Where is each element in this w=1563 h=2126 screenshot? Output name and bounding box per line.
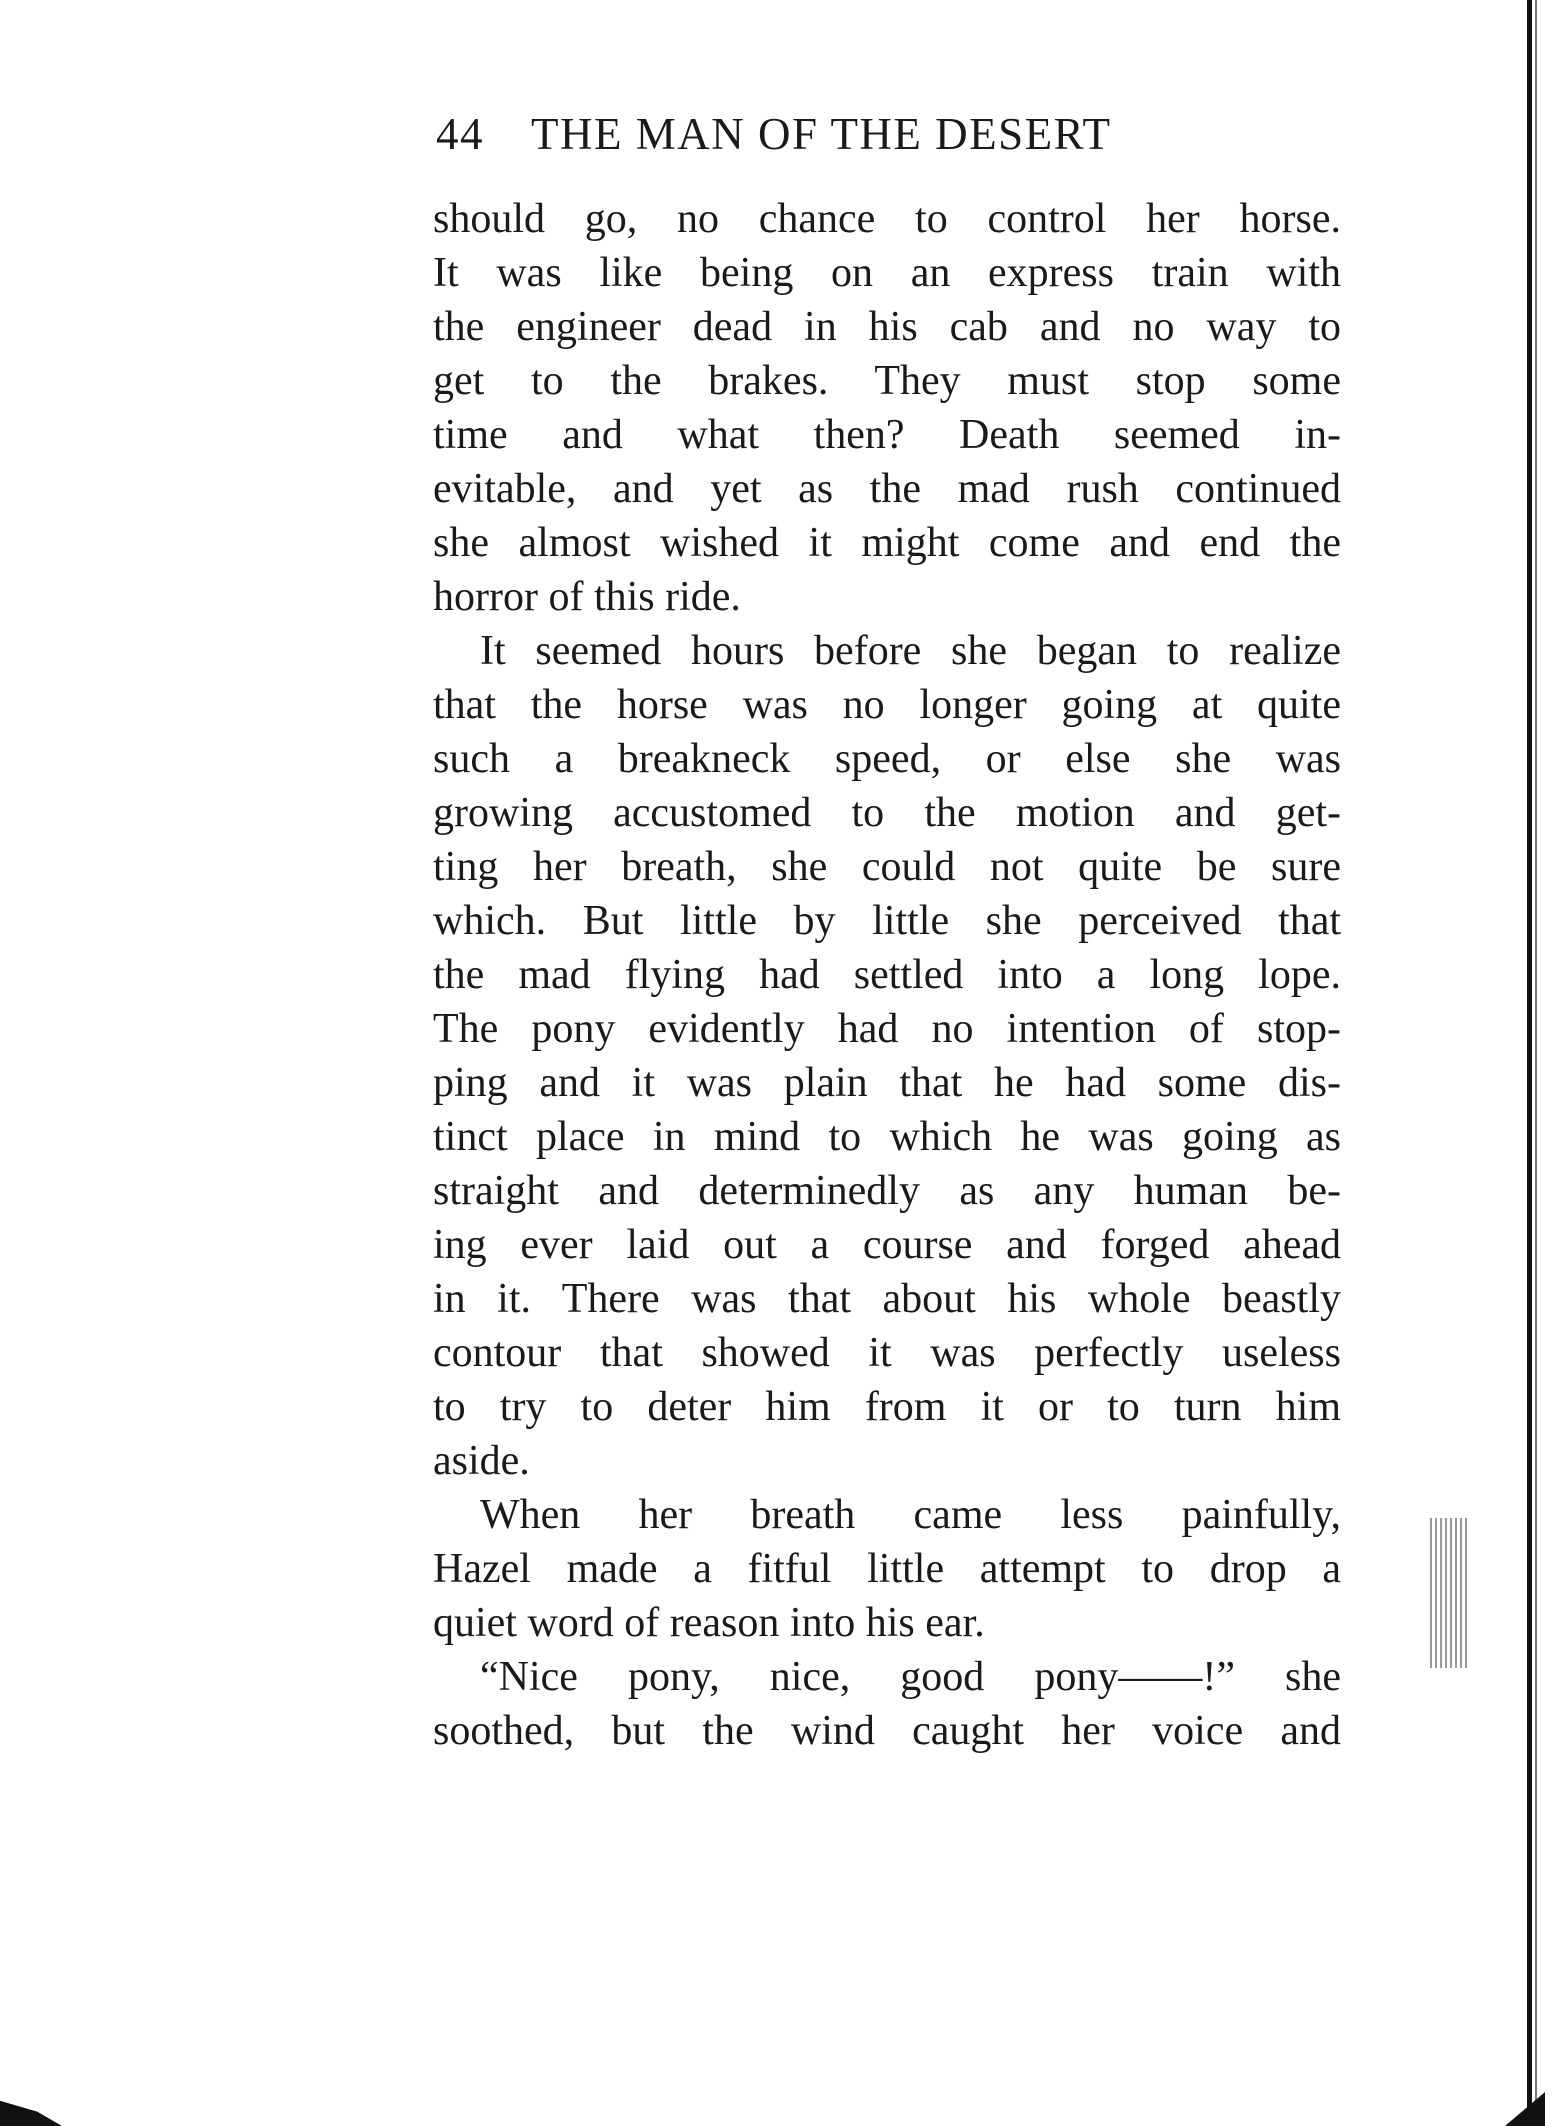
text-line: When her breath came less painfully, [480, 1492, 1341, 1538]
text-line: which. But little by little she perceived that [433, 898, 1341, 944]
text-line: contour that showed it was perfectly useless [433, 1330, 1341, 1376]
text-line: “Nice pony, nice, good pony——!” she [480, 1654, 1341, 1700]
text-line: ing ever laid out a course and forged ahead [433, 1222, 1341, 1268]
text-line: quiet word of reason into his ear. [433, 1600, 985, 1646]
text-line: straight and determinedly as any human be- [433, 1168, 1341, 1214]
text-line: ping and it was plain that he had some dis- [433, 1060, 1341, 1106]
page-edge-line [1535, 0, 1537, 2126]
text-line: that the horse was no longer going at quite [433, 682, 1341, 728]
corner-smudge [0, 2090, 62, 2126]
text-line: time and what then? Death seemed in- [433, 412, 1341, 458]
text-line: get to the brakes. They must stop some [433, 358, 1341, 404]
text-line: such a breakneck speed, or else she was [433, 736, 1341, 782]
text-line: ting her breath, she could not quite be sure [433, 844, 1341, 890]
text-line: the engineer dead in his cab and no way to [433, 304, 1341, 350]
text-line: Hazel made a fitful little attempt to drop a [433, 1546, 1341, 1592]
book-title: THE MAN OF THE DESERT [531, 109, 1112, 159]
margin-scan-mark [1430, 1518, 1468, 1668]
text-line: The pony evidently had no intention of stop- [433, 1006, 1341, 1052]
text-line: she almost wished it might come and end the [433, 520, 1341, 566]
text-line: horror of this ride. [433, 574, 741, 620]
text-line: soothed, but the wind caught her voice and [433, 1708, 1341, 1754]
text-line: growing accustomed to the motion and get- [433, 790, 1341, 836]
text-line: the mad flying had settled into a long lope. [433, 952, 1341, 998]
text-line: It was like being on an express train with [433, 250, 1341, 296]
corner-shadow [1505, 2058, 1545, 2126]
page-edge-shadow [1527, 0, 1532, 2126]
text-line: It seemed hours before she began to realize [480, 628, 1341, 674]
text-line: in it. There was that about his whole beastly [433, 1276, 1341, 1322]
text-line: should go, no chance to control her horse. [433, 196, 1341, 242]
text-line: evitable, and yet as the mad rush continued [433, 466, 1341, 512]
page-number: 44 [436, 109, 484, 159]
running-head [436, 108, 1336, 168]
text-line: tinct place in mind to which he was going as [433, 1114, 1341, 1160]
body-text [433, 192, 1341, 1758]
text-line: aside. [433, 1438, 530, 1484]
text-line: to try to deter him from it or to turn him [433, 1384, 1341, 1430]
